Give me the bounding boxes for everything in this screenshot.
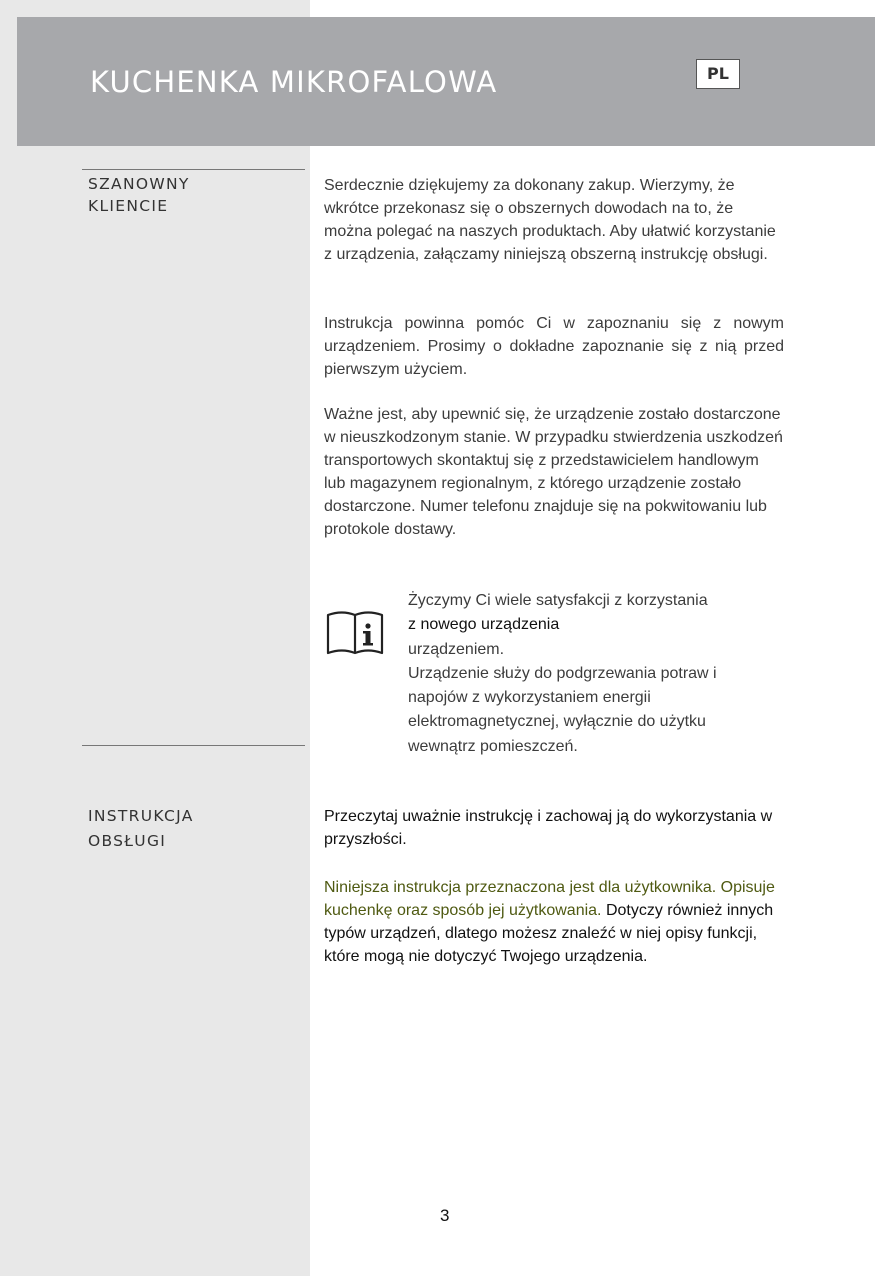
instructions-paragraph: Instrukcja powinna pomóc Ci w zapoznaniu się z nowym urządzeniem. Prosimy o dokładne zapoznanie się z nią przed pierwszym użyciem.: [324, 315, 784, 378]
page-title: KUCHENKA MIKROFALOWA: [90, 65, 498, 99]
manual-scope-paragraph: Niniejsza instrukcja przeznaczona jest dla użytkownika. Opisuje kuchenkę oraz sposób jej użytkowania. Dotyczy również innych typów urządzeń, dlatego możesz znaleźć w niej opisy funkcji, które mogą nie dotyczyć Twojego urządzenia.: [324, 879, 775, 965]
section-divider: [82, 745, 305, 746]
language-badge: PL: [696, 59, 740, 89]
intro-paragraph: Serdecznie dziękujemy za dokonany zakup. Wierzymy, że wkrótce przekonasz się o obszernych dowodach na to, że można polegać na naszych produktach. Aby ułatwić korzystanie z urządzenia, załączamy niniejszą obszerną instrukcję obsługi.: [324, 177, 776, 263]
info-box-text: Życzymy Ci wiele satysfakcji z korzystania z nowego urządzenia urządzeniem. Urządzenie służy do podgrzewania potraw i napojów z wykorzystaniem energii elektromagnetycznej, wyłącznie do użytku wewnątrz pomieszczeń.: [408, 592, 717, 755]
info-book-icon: [326, 609, 384, 657]
page-header: [17, 17, 875, 146]
section-label-manual: INSTRUKCJA OBSŁUGI: [88, 807, 194, 850]
section-divider: [82, 169, 305, 170]
delivery-paragraph: Ważne jest, aby upewnić się, że urządzenie zostało dostarczone w nieuszkodzonym stanie. W przypadku stwierdzenia uszkodzeń transportowych skontaktuj się z przedstawicielem handlowym lub magazynem regionalnym, z którego urządzenie zostało dostarczone. Numer telefonu znajduje się na pokwitowaniu lub protokole dostawy.: [324, 406, 783, 538]
highlighted-text: Niniejsza instrukcja przeznaczona jest dla użytkownika. Opisuje kuchenkę oraz sposób jej użytkowania.: [324, 879, 775, 919]
manual-keep-paragraph: Przeczytaj uważnie instrukcję i zachowaj ją do wykorzystania w przyszłości.: [324, 808, 773, 848]
page-number: 3: [440, 1206, 450, 1225]
section-label-dear-customer: SZANOWNY KLIENCIE: [88, 175, 190, 215]
